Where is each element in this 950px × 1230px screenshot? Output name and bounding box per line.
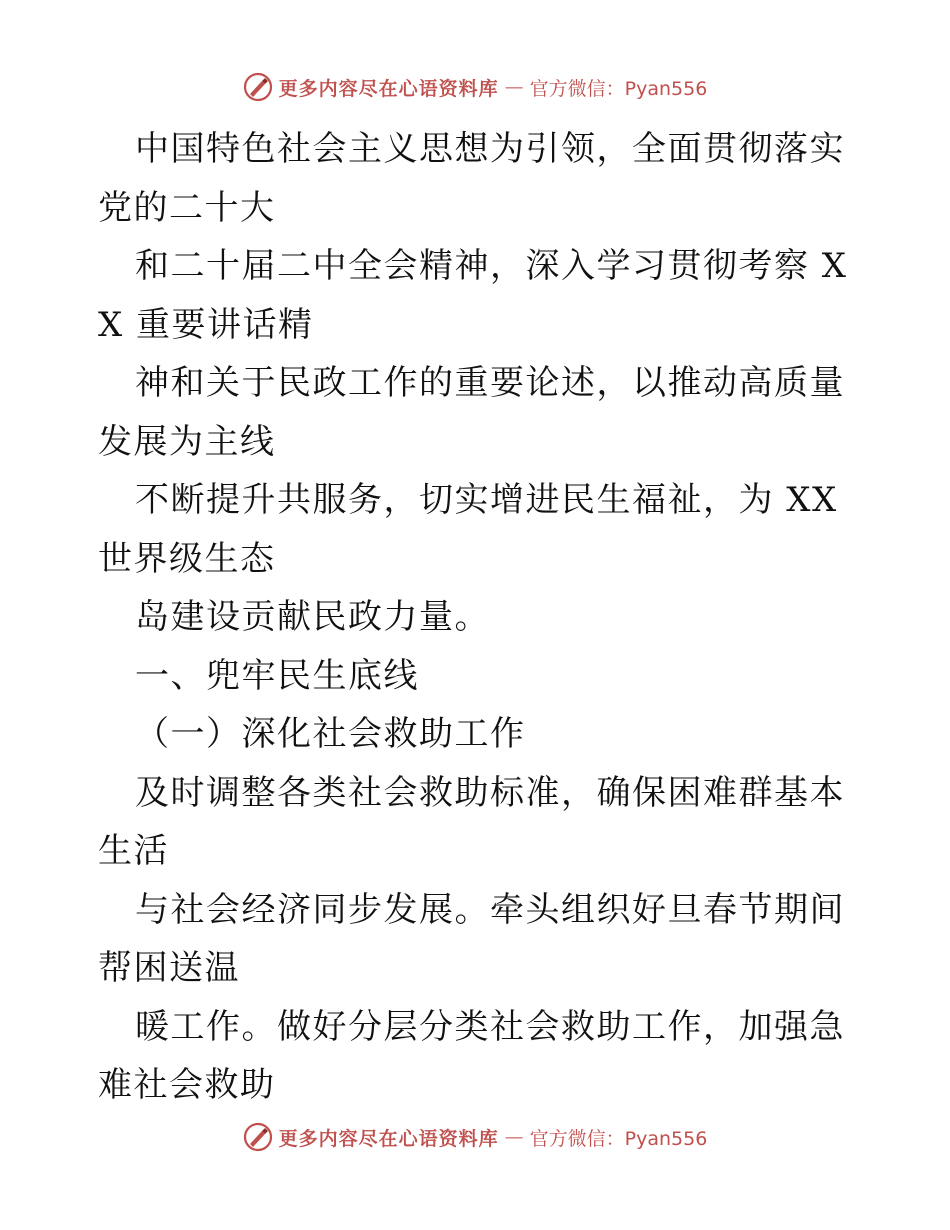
paragraph: 岛建设贡献民政力量。 [135, 597, 490, 637]
watermark-contact: 官方微信：Pyan556 [529, 77, 708, 100]
watermark-title: 更多内容尽在心语资料库 [278, 1127, 499, 1150]
watermark-footer [0, 1122, 950, 1152]
pen-logo-icon [243, 72, 273, 102]
paragraph: 不断提升共服务，切实增进民生福祉，为 XX 世界级生态 [98, 480, 838, 579]
document-body [98, 120, 858, 1115]
watermark-header [0, 72, 950, 102]
paragraph: 与社会经济同步发展。牵头组织好旦春节期间帮困送温 [98, 889, 845, 988]
watermark-contact: 官方微信：Pyan556 [529, 1127, 708, 1150]
watermark-separator: — [504, 1126, 524, 1148]
paragraph: 和二十届二中全会精神，深入学习贯彻考察 XX 重要讲话精 [98, 246, 848, 345]
watermark-title: 更多内容尽在心语资料库 [278, 77, 499, 100]
section-heading: 一、兜牢民生底线 [135, 655, 419, 696]
paragraph: 及时调整各类社会救助标准，确保困难群基本生活 [98, 772, 845, 871]
paragraph: 神和关于民政工作的重要论述，以推动高质量发展为主线 [98, 363, 845, 462]
subsection-heading: （一）深化社会救助工作 [135, 714, 526, 754]
paragraph: 中国特色社会主义思想为引领，全面贯彻落实党的二十大 [98, 129, 845, 228]
paragraph: 暖工作。做好分层分类社会救助工作，加强急难社会救助 [98, 1006, 845, 1105]
watermark-separator: — [504, 76, 524, 98]
pen-logo-icon [243, 1122, 273, 1152]
